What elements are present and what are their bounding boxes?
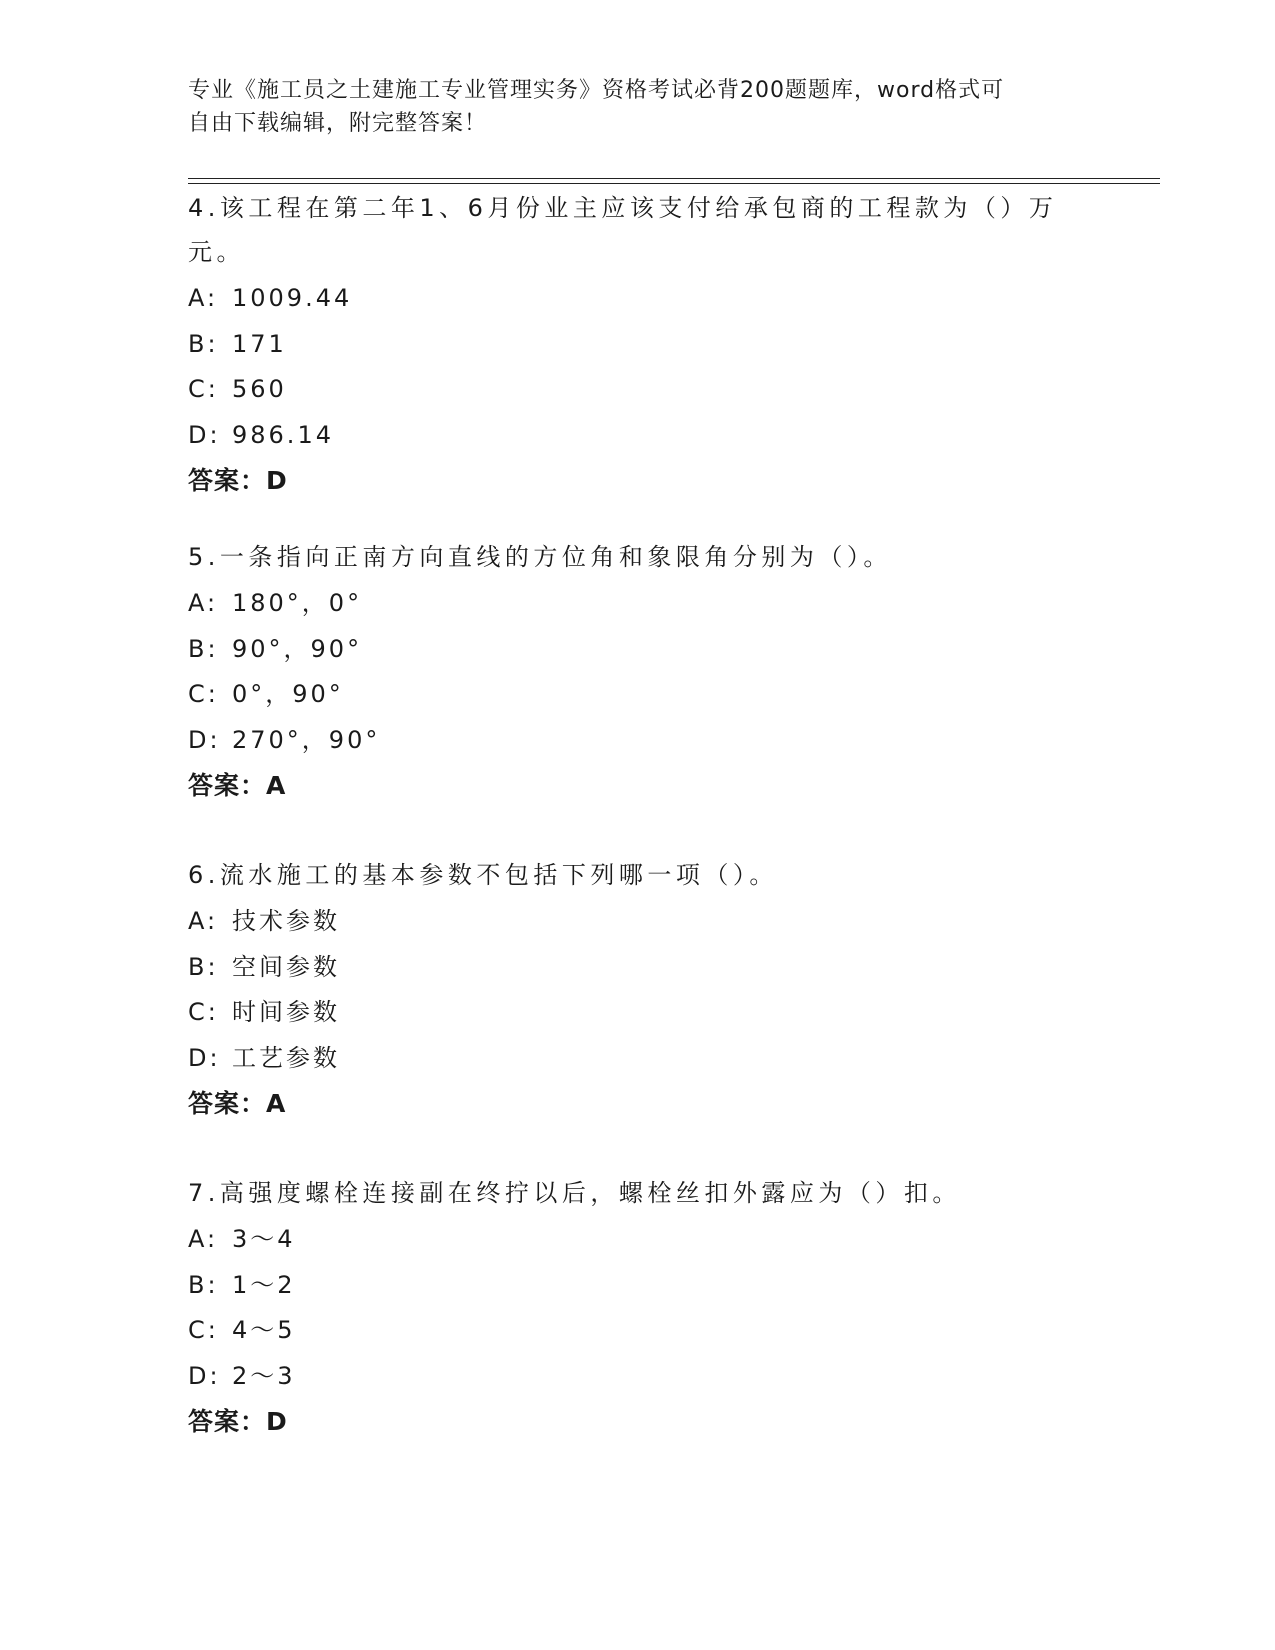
option-text: 技术参数 <box>232 907 340 935</box>
header-line-1: 专业《施工员之土建施工专业管理实务》资格考试必背200题题库，word格式可 <box>188 78 1005 103</box>
question-title <box>188 853 1088 897</box>
question-6 <box>188 853 1088 1127</box>
option-text: 986.14 <box>232 420 334 449</box>
option-d <box>188 718 1088 764</box>
answer: 答案：D <box>188 1407 288 1436</box>
option-c <box>188 672 1088 718</box>
question-4 <box>188 186 1088 504</box>
option-c <box>188 1308 1088 1354</box>
option-a <box>188 899 1088 945</box>
option-d <box>188 413 1088 459</box>
option-key: A: <box>188 1225 219 1253</box>
option-text: 2～3 <box>232 1361 296 1390</box>
option-key: D: <box>188 420 221 449</box>
option-b <box>188 1263 1088 1309</box>
answer: 答案：A <box>188 771 287 800</box>
question-title-line: 5.一条指向正南方向直线的方位角和象限角分别为（）。 <box>188 543 892 571</box>
question-title-line: 7.高强度螺栓连接副在终拧以后，螺栓丝扣外露应为（）扣。 <box>188 1179 961 1207</box>
option-c <box>188 990 1088 1036</box>
option-text: 180°，0° <box>232 589 363 617</box>
question-title <box>188 186 1088 274</box>
option-key: A: <box>188 907 219 935</box>
option-text: 空间参数 <box>232 952 340 981</box>
option-key: C: <box>188 1316 219 1344</box>
option-key: D: <box>188 1361 221 1390</box>
option-key: B: <box>188 634 219 663</box>
option-key: C: <box>188 375 219 403</box>
option-text: 171 <box>232 329 287 358</box>
option-text: 时间参数 <box>232 998 340 1026</box>
question-title-line: 6.流水施工的基本参数不包括下列哪一项（）。 <box>188 861 778 889</box>
option-text: 4～5 <box>232 1316 296 1344</box>
answer: 答案：D <box>188 466 288 495</box>
option-b <box>188 627 1088 673</box>
question-title-line: 元。 <box>188 238 245 266</box>
option-text: 1009.44 <box>232 284 353 312</box>
option-d <box>188 1036 1088 1082</box>
option-text: 工艺参数 <box>232 1043 340 1072</box>
option-text: 270°，90° <box>232 725 381 754</box>
option-key: B: <box>188 952 219 981</box>
option-text: 90°，90° <box>232 634 363 663</box>
header-divider-top <box>188 178 1160 179</box>
document-header <box>188 74 1068 140</box>
option-a <box>188 1217 1088 1263</box>
question-title <box>188 535 1088 579</box>
option-text: 1～2 <box>232 1270 296 1299</box>
option-text: 3～4 <box>232 1225 296 1253</box>
option-c <box>188 367 1088 413</box>
question-title <box>188 1171 1088 1215</box>
option-key: D: <box>188 1043 221 1072</box>
option-key: A: <box>188 589 219 617</box>
option-key: B: <box>188 329 219 358</box>
option-key: B: <box>188 1270 219 1299</box>
question-5 <box>188 535 1088 809</box>
option-d <box>188 1354 1088 1400</box>
option-text: 560 <box>232 375 287 403</box>
option-key: A: <box>188 284 219 312</box>
header-line-2: 自由下载编辑，附完整答案！ <box>188 111 488 136</box>
option-key: D: <box>188 725 221 754</box>
option-key: C: <box>188 998 219 1026</box>
option-key: C: <box>188 680 219 708</box>
option-b <box>188 945 1088 991</box>
option-a <box>188 276 1088 322</box>
option-b <box>188 322 1088 368</box>
option-a <box>188 581 1088 627</box>
answer: 答案：A <box>188 1089 287 1118</box>
question-title-line: 4.该工程在第二年1、6月份业主应该支付给承包商的工程款为（）万 <box>188 194 1058 222</box>
header-divider-bottom <box>188 183 1160 184</box>
option-text: 0°，90° <box>232 680 344 708</box>
question-7 <box>188 1171 1088 1445</box>
